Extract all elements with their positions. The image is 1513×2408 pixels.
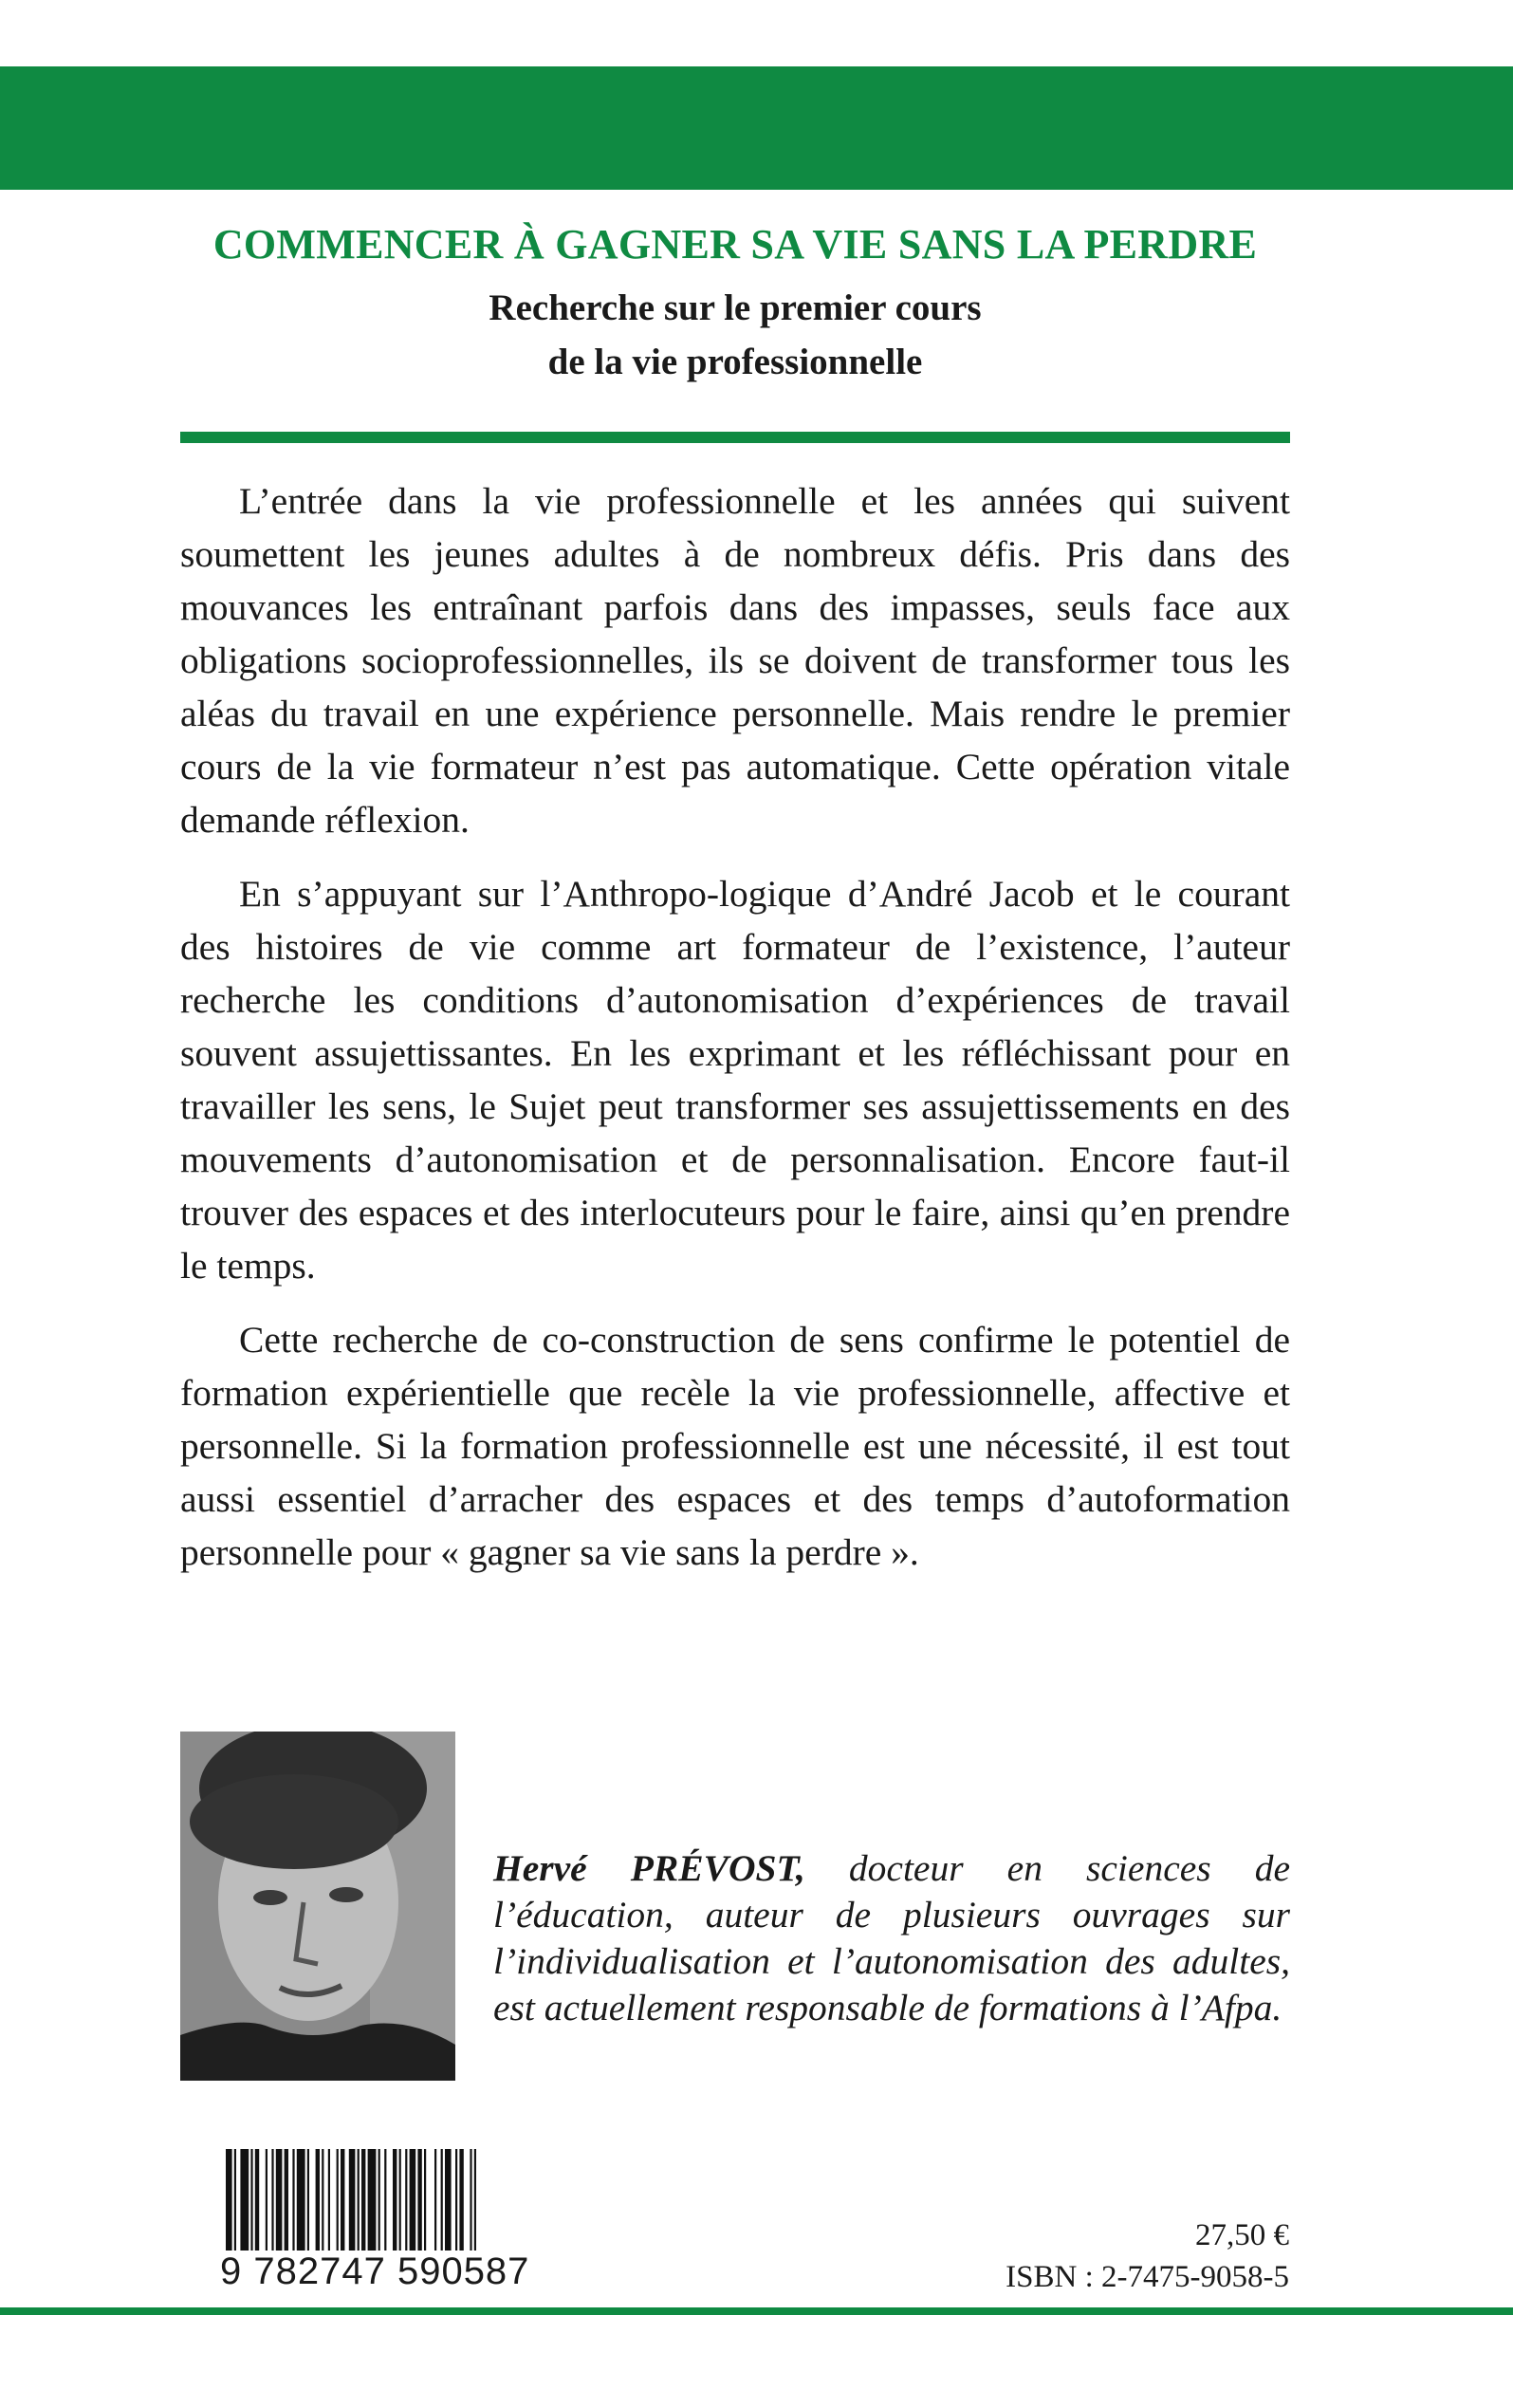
title-divider — [180, 432, 1290, 443]
author-bio-text: docteur en sciences de l’éducation, auteur de plusieurs ouvrages sur l’individualisation et l’autonomisation des adultes, est actuellement responsable de formations à l’Afpa. — [493, 1847, 1290, 2028]
blurb-paragraph-2: En s’appuyant sur l’Anthropo-logique d’André Jacob et le courant des histoires de vie comme art formateur de l’existence, l’auteur recherche les conditions d’autonomisation d’expériences de travail souvent assujettissantes. En les exprimant et les réfléchissant pour en travailler les sens, le Sujet peut transformer ses assujettissements en des mouvements d’autonomisation et de personnalisation. Encore faut-il trouver des espaces et des interlocuteurs pour le faire, ainsi qu’en prendre le temps. — [180, 873, 1290, 1287]
author-name: Hervé PRÉVOST, — [493, 1847, 805, 1889]
subtitle-line-2: de la vie professionnelle — [547, 342, 923, 382]
blurb — [180, 474, 1290, 1600]
barcode-digits: 9 782747 590587 — [220, 2251, 563, 2293]
author-bio — [493, 1845, 1290, 2031]
isbn: ISBN : 2-7475-9058-5 — [1006, 2260, 1289, 2294]
book-title: COMMENCER À GAGNER SA VIE SANS LA PERDRE — [212, 221, 1258, 268]
bottom-color-band — [0, 2307, 1513, 2315]
blurb-paragraph-3: Cette recherche de co-construction de sens confirme le potentiel de formation expérientielle que recèle la vie professionnelle, affective et personnelle. Si la formation professionnelle est une nécessité, il est tout aussi essentiel d’arracher des espaces et des temps d’autoformation personnelle pour « gagner sa vie sans la perdre ». — [180, 1319, 1290, 1573]
author-portrait-illustration — [180, 1732, 455, 2081]
blurb-paragraph-1: L’entrée dans la vie professionnelle et les années qui suivent soumettent les jeunes adultes à de nombreux défis. Pris dans des mouvances les entraînant parfois dans des impasses, seuls face aux obligations socioprofessionnelles, ils se doivent de transformer tous les aléas du travail en une expérience personnelle. Mais rendre le premier cours de la vie formateur n’est pas automatique. Cette opération vitale demande réflexion. — [180, 480, 1290, 841]
top-color-band — [0, 66, 1513, 190]
price: 27,50 € — [1195, 2218, 1289, 2252]
book-subtitle — [0, 281, 1470, 389]
subtitle-line-1: Recherche sur le premier cours — [489, 287, 982, 328]
author-photo — [180, 1732, 455, 2081]
